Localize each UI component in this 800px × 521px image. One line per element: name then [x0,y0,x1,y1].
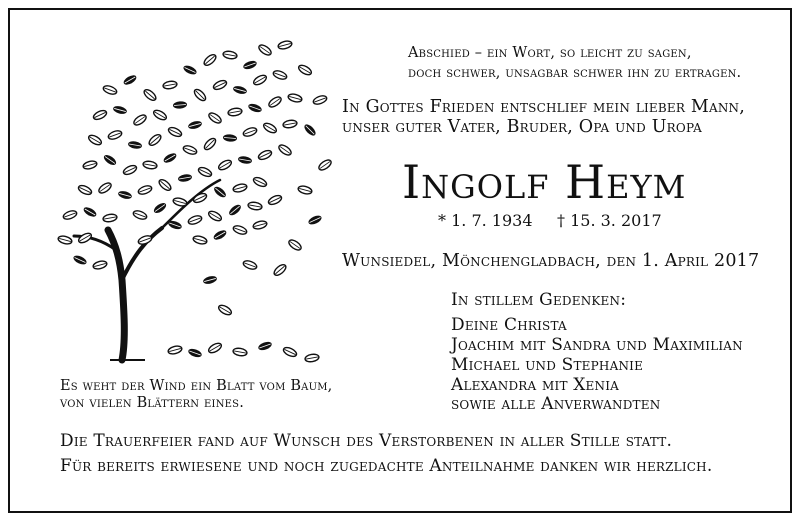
mourner-name: Alexandra mit Xenia [451,375,620,395]
footer-line-2: Für bereits erwiesene und noch zugedachte Anteilnahme danken wir herzlich. [60,456,713,476]
poem-line-2: doch schwer, unsagbar schwer ihn zu ertragen. [408,65,742,81]
intro-line-2: unser guter Vater, Bruder, Opa und Uropa [342,117,702,137]
intro-line-1: In Gottes Frieden entschlief mein lieber Mann, [342,97,746,117]
mourner-name: sowie alle Anverwandten [451,394,661,414]
mourner-name: Deine Christa [451,315,567,335]
mourner-name: Michael und Stephanie [451,355,644,375]
tree-leaves-illustration [50,40,350,370]
mourners-heading: In stillem Gedenken: [451,290,627,310]
place-and-date: Wunsiedel, Mönchengladbach, den 1. April 2017 [342,251,760,271]
tree-caption-line-2: von vielen Blättern eines. [60,395,245,411]
footer-line-1: Die Trauerfeier fand auf Wunsch des Verstorbenen in aller Stille statt. [60,431,673,451]
death-date: † 15. 3. 2017 [557,211,662,230]
poem-line-1: Abschied – ein Wort, so leicht zu sagen, [408,45,692,61]
tree-caption-line-1: Es weht der Wind ein Blatt vom Baum, [60,378,333,394]
deceased-name: Ingolf Heym [402,155,687,209]
birth-date: * 1. 7. 1934 [438,211,533,230]
mourner-name: Joachim mit Sandra und Maximilian [451,335,743,355]
